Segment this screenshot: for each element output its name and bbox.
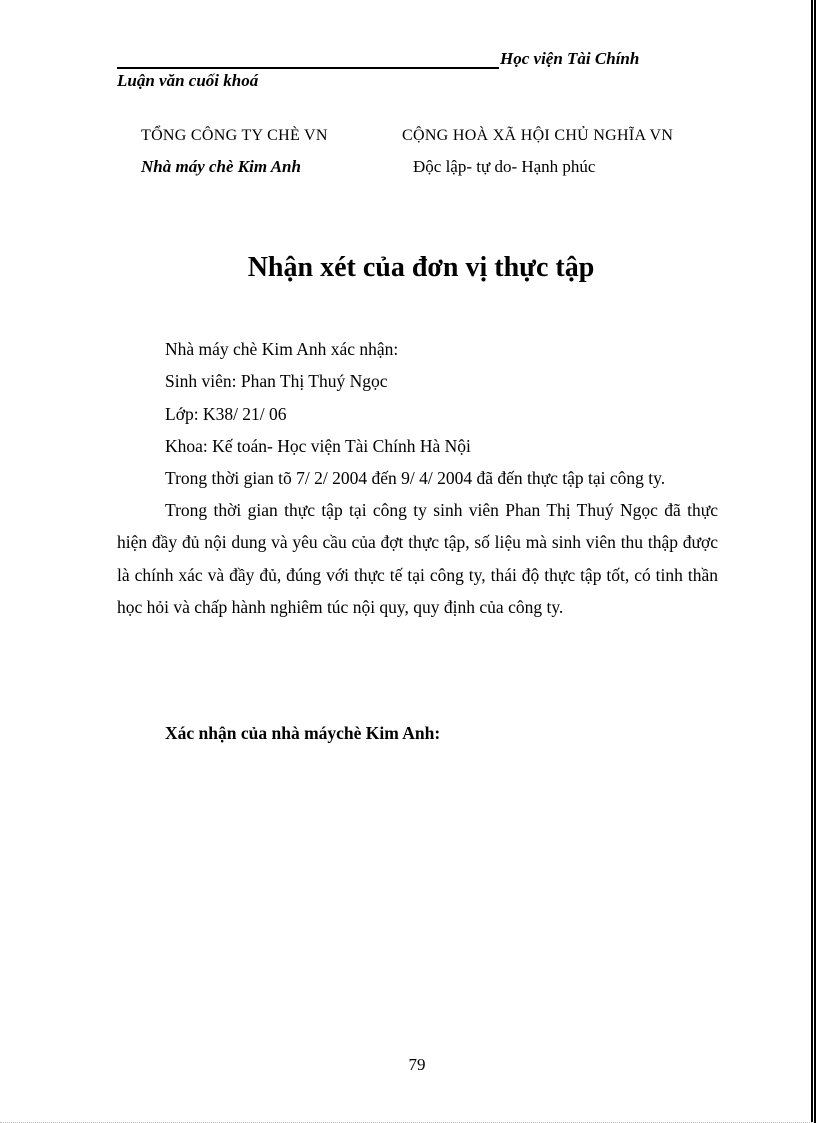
- body-paragraph-assessment: Trong thời gian thực tập tại công ty sinh viên Phan Thị Thuý Ngọc đã thực hiện đầy đủ nội dung và yêu cầu của đợt thực tập, số liệu mà sinh viên thu thập được là chính xác và đầy đủ, đúng với thực tế tại công ty, thái độ thực tập tốt, có tinh thần học hỏi và chấp hành nghiêm túc nội quy, quy định của công ty.: [117, 500, 718, 618]
- body-line-period: Trong thời gian tõ 7/ 2/ 2004 đến 9/ 4/ 2004 đã đến thực tập tại công ty.: [165, 468, 666, 488]
- header-rule: [117, 67, 499, 69]
- header-institution: Học viện Tài Chính: [500, 49, 640, 68]
- body-line-class: Lớp: K38/ 21/ 06: [165, 404, 287, 424]
- org-company-name: TỔNG CÔNG TY CHÈ VN: [141, 127, 328, 144]
- national-motto: Độc lập- tự do- Hạnh phúc: [413, 157, 596, 176]
- confirmation-label: Xác nhận của nhà máychè Kim Anh:: [165, 723, 441, 743]
- body-line-confirm-intro: Nhà máy chè Kim Anh xác nhận:: [165, 339, 399, 359]
- org-factory-name: Nhà máy chè Kim Anh: [141, 157, 301, 176]
- page-number: 79: [408, 1055, 426, 1074]
- header-document-type: Luận văn cuối khoá: [117, 71, 259, 90]
- national-title: CỘNG HOÀ XÃ HỘI CHỦ NGHĨA VN: [402, 127, 674, 144]
- body-line-student: Sinh viên: Phan Thị Thuý Ngọc: [165, 371, 388, 391]
- page-title: Nhận xét của đơn vị thực tập: [247, 252, 595, 283]
- body-line-faculty: Khoa: Kế toán- Học viện Tài Chính Hà Nội: [165, 436, 471, 456]
